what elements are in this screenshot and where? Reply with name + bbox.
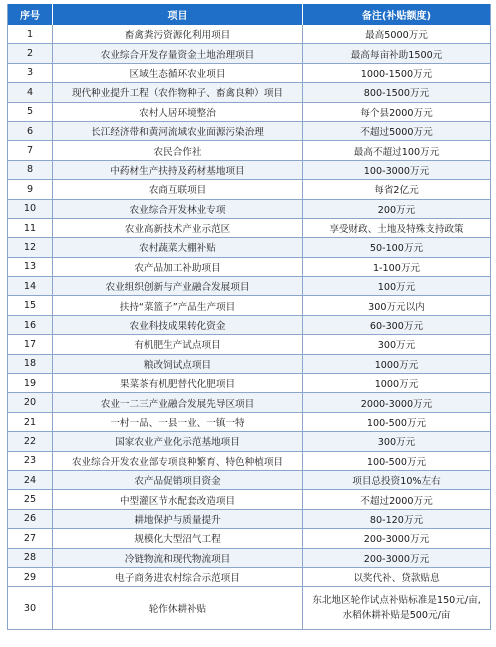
row-no: 17 [8,335,53,353]
row-note-line2: 水稻休耕补贴是500元/亩 [342,610,451,622]
table-row [8,141,490,160]
row-item: 电子商务进农村综合示范项目 [53,568,303,586]
row-no: 21 [8,413,53,431]
row-no: 23 [8,452,53,470]
row-note: 200万元 [377,204,416,216]
row-item: 轮作休耕补贴 [53,587,303,629]
table-row [8,180,490,199]
row-item: 中型灌区节水配套改造项目 [53,490,303,508]
row-note [303,587,490,629]
row-no: 18 [8,355,53,373]
row-note: 不超过2000万元 [360,495,433,507]
row-no: 5 [8,103,53,121]
row-item: 中药材生产扶持及药材基地项目 [53,161,303,179]
table-row [8,122,490,141]
table-row [8,355,490,374]
row-no: 3 [8,64,53,82]
table-row [8,471,490,490]
row-no: 6 [8,122,53,140]
row-note: 2000-3000万元 [360,398,433,410]
table-body [8,25,490,587]
row-no: 28 [8,549,53,567]
table-row [8,374,490,393]
table-row [8,549,490,568]
row-no: 16 [8,316,53,334]
table-row [8,64,490,83]
row-item: 耕地保护与质量提升 [53,510,303,528]
row-no: 13 [8,258,53,276]
table-row [8,277,490,296]
row-note: 1000-1500万元 [360,68,433,80]
row-item: 区域生态循环农业项目 [53,64,303,82]
row-item: 国家农业产业化示范基地项目 [53,432,303,450]
row-item: 粮改饲试点项目 [53,355,303,373]
table-row [8,25,490,44]
row-item: 农业科技成果转化资金 [53,316,303,334]
row-no: 27 [8,529,53,547]
row-no: 10 [8,200,53,218]
row-note: 1000万元 [374,359,419,371]
row-no: 9 [8,180,53,198]
row-note: 80-120万元 [369,514,424,526]
row-note: 1000万元 [374,379,419,391]
row-no: 1 [8,25,53,43]
row-item: 冷链物流和现代物流项目 [53,549,303,567]
row-note: 100-500万元 [366,418,427,429]
table-row [8,335,490,354]
header-note: 备注(补贴额度) [361,11,432,22]
row-no: 14 [8,277,53,295]
row-item: 畜禽粪污资源化利用项目 [53,25,303,43]
row-item: 扶持“菜篮子”产品生产项目 [53,296,303,314]
row-note: 200-3000万元 [363,553,430,565]
row-note: 300万元 [377,437,416,449]
row-note: 300万元 [377,340,416,352]
table-row [8,413,490,432]
row-no: 15 [8,296,53,314]
table-row [8,219,490,238]
row-note: 最高不超过100万元 [353,146,440,158]
header-no: 序号 [8,4,53,25]
row-note: 100万元 [377,282,416,294]
row-no: 19 [8,374,53,392]
row-item: 农业高新技术产业示范区 [53,219,303,237]
table-row [8,44,490,63]
row-note: 50-100万元 [369,243,424,255]
row-no: 2 [8,44,53,62]
table-row [8,510,490,529]
row-note: 最高每亩补助1500元 [350,49,443,61]
row-note: 100-3000万元 [363,165,430,177]
row-note: 不超过5000万元 [360,127,433,139]
row-item: 规模化大型沼气工程 [53,529,303,547]
row-item: 农业组织创新与产业融合发展项目 [53,277,303,295]
row-item: 农民合作社 [53,141,303,159]
row-note: 200-3000万元 [363,534,430,546]
table-row [8,432,490,451]
row-note: 以奖代补、贷款贴息 [353,573,440,585]
row-item: 农产品促销项目资金 [53,471,303,489]
table-row [8,296,490,315]
row-item: 果菜茶有机肥替代化肥项目 [53,374,303,392]
row-note: 项目总投资10%左右 [352,476,441,488]
row-note: 1-100万元 [372,262,421,274]
row-note: 享受财政、土地及特殊支持政策 [329,224,464,236]
subsidy-table [7,4,491,630]
row-note: 100-500万元 [366,456,427,468]
row-item: 农产品加工补助项目 [53,258,303,276]
row-item: 现代种业提升工程（农作物种子、畜禽良种）项目 [53,83,303,101]
table-row [8,568,490,587]
row-no: 26 [8,510,53,528]
row-item: 农村人居环境整治 [53,103,303,121]
table-row [8,258,490,277]
table-row [8,316,490,335]
table-row [8,83,490,102]
row-item: 农商互联项目 [53,180,303,198]
row-no: 12 [8,238,53,256]
row-no: 8 [8,161,53,179]
header-item: 项目 [53,4,303,25]
row-item: 农村蔬菜大棚补贴 [53,238,303,256]
row-item: 农业综合开发存量资金土地治理项目 [53,44,303,62]
row-no: 25 [8,490,53,508]
row-note: 最高5000万元 [365,30,428,42]
table-row [8,161,490,180]
table-row [8,587,490,630]
row-no: 4 [8,83,53,101]
table-header [8,4,490,25]
row-note: 每省2亿元 [374,185,419,197]
row-no: 22 [8,432,53,450]
row-note: 60-300万元 [369,321,424,333]
row-no: 24 [8,471,53,489]
table-row [8,103,490,122]
table-row [8,200,490,219]
table-row [8,393,490,412]
row-no: 7 [8,141,53,159]
row-no: 20 [8,393,53,411]
row-item: 农业综合开发农业部专项良种繁育、特色种植项目 [53,452,303,470]
row-item: 一村一品、一县一业、一镇一特 [53,413,303,431]
row-note: 300万元以内 [368,301,425,313]
table-row [8,238,490,257]
row-no: 30 [8,587,53,629]
table-row [8,529,490,548]
row-item: 长江经济带和黄河流域农业面源污染治理 [53,122,303,140]
row-no: 11 [8,219,53,237]
row-note-line1: 东北地区轮作试点补贴标准是150元/亩, [312,595,481,607]
row-item: 农业综合开发林业专项 [53,200,303,218]
row-item: 农业一二三产业融合发展先导区项目 [53,393,303,411]
row-note: 每个县2000万元 [360,107,433,119]
row-no: 29 [8,568,53,586]
table-row [8,490,490,509]
row-item: 有机肥生产试点项目 [53,335,303,353]
table-row [8,452,490,471]
row-note: 800-1500万元 [363,88,430,100]
